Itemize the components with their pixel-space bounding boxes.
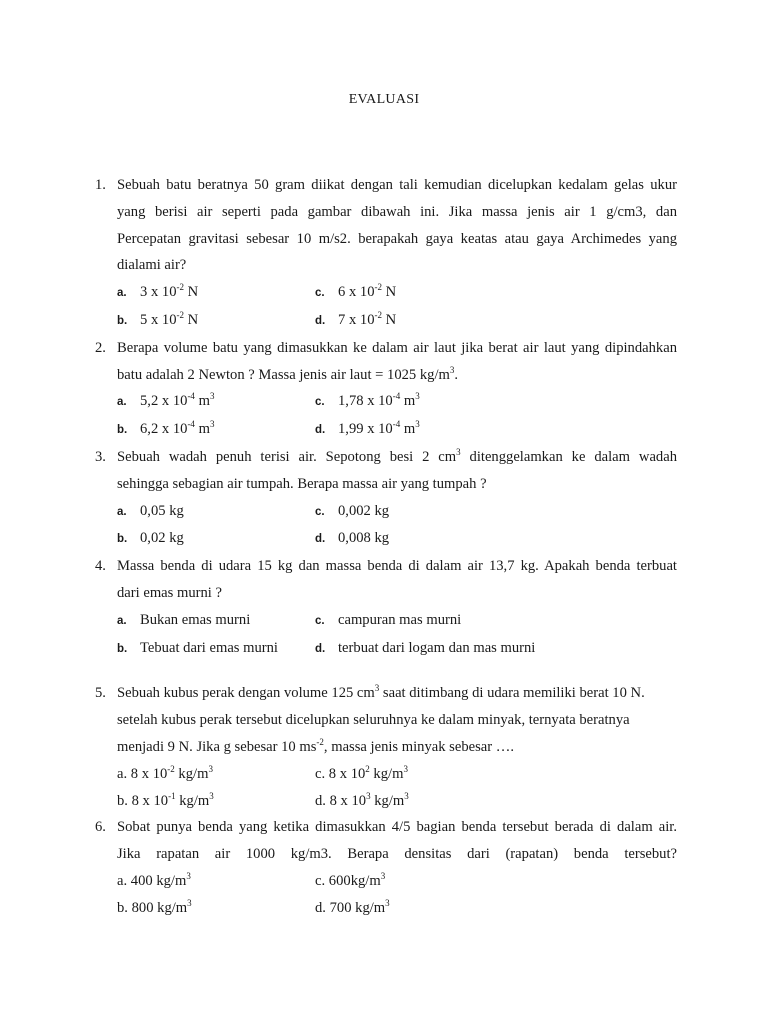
answer-option-b[interactable] [117,525,315,553]
text-segment: 800 kg/m [131,899,188,916]
option-label: a. [117,614,127,627]
answer-option-a[interactable] [117,498,315,526]
question-text-line [117,252,677,279]
option-label: b. [117,314,128,327]
question-text-line [117,580,677,607]
question-text-line [117,471,677,498]
text-segment: 8 x 10 [131,792,169,809]
answer-options [117,279,677,335]
option-label: a. [117,872,128,889]
superscript: 2 [365,763,370,774]
spacer [95,662,677,680]
superscript: -4 [187,419,195,430]
answer-option-a[interactable] [117,607,315,635]
option-label: d. [315,642,326,655]
answer-options [117,388,677,444]
superscript: -2 [374,282,382,293]
text-segment: dari emas murni ? [117,584,222,601]
text-segment: kg/m [175,792,210,809]
text-segment: . [454,366,459,383]
text-segment: Sobat punya benda yang ketika dimasukkan 4/5 bagian benda tersebut berada di dalam air. [117,819,677,836]
text-segment: menjadi 9 N. Jika g sebesar 10 ms [117,738,317,755]
text-segment: N [183,284,199,301]
text-segment: campuran mas murni [338,611,462,628]
option-label: c. [315,396,325,409]
superscript: 3 [374,683,380,694]
question-item [95,444,677,553]
text-segment: 1,99 x 10 [338,421,393,438]
text-segment: 8 x 10 [329,792,367,809]
answer-option-c[interactable] [315,607,677,635]
text-segment: N [381,311,397,328]
question-number: 2. [95,339,106,356]
text-segment: Percepatan gravitasi sebesar 10 m/s2. berapakah gaya keatas atau gaya Archimedes yang [117,230,677,247]
text-segment: kg/m [370,792,405,809]
text-segment: 600kg/m [328,872,381,889]
text-segment: 5 x 10 [140,311,177,328]
superscript: -2 [176,309,184,320]
question-text-line [117,226,677,253]
text-segment: terbuat dari logam dan mas murni [338,639,536,656]
text-segment: m [400,393,416,410]
option-label: c. [315,765,326,782]
option-label: d. [315,314,326,327]
question-text-line [117,553,677,580]
superscript: 3 [187,897,192,908]
text-segment: yang berisi air seperti pada gambar dibawah ini. Jika massa jenis air 1 g/cm3, dan [117,203,677,220]
option-label: b. [117,533,128,546]
text-segment: Jika rapatan air 1000 kg/m3. Berapa densitas dari (rapatan) benda tersebut? [117,846,677,863]
superscript: 3 [403,763,408,774]
text-segment: m [194,393,210,410]
option-label: c. [315,505,325,518]
option-label: a. [117,396,127,409]
answer-options [117,761,677,815]
superscript: -2 [167,763,175,774]
question-item [95,335,677,444]
option-label: c. [315,872,326,889]
option-label: d. [315,792,326,809]
superscript: 3 [380,870,386,881]
option-label: b. [117,642,128,655]
text-segment: 1,78 x 10 [338,393,393,410]
text-segment: 0,002 kg [338,502,390,519]
text-segment: 0,008 kg [338,530,390,547]
option-label: b. [117,792,128,809]
superscript: 3 [415,391,420,402]
answer-option-b[interactable] [117,635,315,663]
answer-option-d[interactable] [315,307,677,335]
answer-option-a[interactable] [117,761,315,788]
text-segment: Tebuat dari emas murni [140,639,278,656]
text-segment: , massa jenis minyak sebesar …. [323,738,515,755]
text-segment: sehingga sebagian air tumpah. Berapa massa air yang tumpah ? [117,475,487,492]
answer-option-c[interactable] [315,498,677,526]
text-segment: 0,05 kg [140,502,184,519]
text-segment: Sebuah wadah penuh terisi air. Sepotong besi 2 cm [117,448,457,465]
question-text-line [117,362,677,389]
answer-option-a[interactable] [117,279,315,307]
question-number: 3. [95,448,106,465]
superscript: 3 [209,391,215,402]
text-segment: ditenggelamkan ke dalam wadah [460,448,677,465]
answer-option-d[interactable] [315,635,677,663]
option-label: a. [117,765,128,782]
answer-options [117,607,677,663]
superscript: -2 [316,736,324,747]
text-segment: 7 x 10 [338,311,375,328]
text-segment: m [194,421,210,438]
question-number: 4. [95,558,106,575]
answer-option-d[interactable] [315,416,677,444]
text-segment: m [400,421,416,438]
text-segment: 700 kg/m [329,899,386,916]
answer-option-d[interactable] [315,525,677,553]
superscript: 3 [404,790,409,801]
superscript: 3 [415,419,420,430]
question-item [95,553,677,662]
question-text-line [117,841,677,868]
text-segment: Sebuah kubus perak dengan volume 125 cm [117,685,375,702]
question-item [95,814,677,921]
answer-option-c[interactable] [315,388,677,416]
superscript: -2 [176,282,184,293]
question-list [95,172,677,922]
answer-option-d[interactable] [315,895,677,922]
option-label: d. [315,533,326,546]
answer-option-b[interactable] [117,788,315,815]
question-text-line [117,814,677,841]
superscript: 3 [208,763,213,774]
text-segment: Berapa volume batu yang dimasukkan ke dalam air laut jika berat air laut yang dipindahkan [117,339,677,356]
superscript: 3 [385,897,390,908]
answer-option-c[interactable] [315,868,677,895]
superscript: 3 [456,446,461,457]
option-label: d. [315,899,326,916]
question-text-line [117,680,677,707]
superscript: 3 [366,790,371,801]
question-number: 1. [95,177,106,193]
question-number: 5. [95,685,106,702]
question-text-line [117,172,677,199]
text-segment: N [183,311,199,328]
text-segment: Sebuah batu beratnya 50 gram diikat dengan tali kemudian dicelupkan kedalam gelas ukur [117,177,677,193]
text-segment: Massa benda di udara 15 kg dan massa benda di dalam air 13,7 kg. Apakah benda terbuat [117,558,677,575]
superscript: -2 [374,309,382,320]
option-label: d. [315,424,326,437]
answer-option-a[interactable] [117,388,315,416]
answer-option-c[interactable] [315,761,677,788]
text-segment: Bukan emas murni [140,611,251,628]
text-segment: dialami air? [117,257,187,274]
question-text-line [117,335,677,362]
text-segment: 6,2 x 10 [140,421,188,438]
question-text-line [117,199,677,226]
question-item [95,172,677,335]
text-segment: N [381,284,397,301]
text-segment: batu adalah 2 Newton ? Massa jenis air laut = 1025 kg/m [117,366,450,383]
superscript: 3 [186,870,191,881]
superscript: 3 [449,364,455,375]
superscript: 3 [209,419,215,430]
option-label: a. [117,505,127,518]
question-item [95,680,677,814]
option-label: b. [117,424,128,437]
superscript: -4 [392,391,401,402]
answer-option-b[interactable] [117,895,315,922]
text-segment: 0,02 kg [140,530,184,547]
text-segment: 6 x 10 [338,284,375,301]
answer-option-d[interactable] [315,788,677,815]
question-text-line [117,734,677,761]
text-segment: 5,2 x 10 [140,393,188,410]
answer-option-b[interactable] [117,307,315,335]
answer-options [117,868,677,922]
option-label: c. [315,287,325,300]
superscript: -4 [187,391,195,402]
answer-option-a[interactable] [117,868,315,895]
text-segment: kg/m [369,765,404,782]
document-title: EVALUASI [348,92,420,107]
option-label: b. [117,899,128,916]
text-segment: 3 x 10 [140,284,177,301]
question-text-line [117,444,677,471]
superscript: -4 [392,419,401,430]
option-label: a. [117,287,127,300]
answer-option-c[interactable] [315,279,677,307]
answer-option-b[interactable] [117,416,315,444]
option-label: c. [315,614,325,627]
superscript: -1 [168,790,176,801]
superscript: 3 [209,790,214,801]
text-segment: saat ditimbang di udara memiliki berat 10 N. [379,685,645,702]
text-segment: 8 x 10 [328,765,366,782]
text-segment: setelah kubus perak tersebut dicelupkan seluruhnya ke dalam minyak, ternyata beratnya [117,712,630,729]
text-segment: 400 kg/m [130,872,187,889]
question-text-line [117,707,677,734]
text-segment: kg/m [174,765,209,782]
question-number: 6. [95,819,106,836]
answer-options [117,498,677,554]
text-segment: 8 x 10 [130,765,168,782]
